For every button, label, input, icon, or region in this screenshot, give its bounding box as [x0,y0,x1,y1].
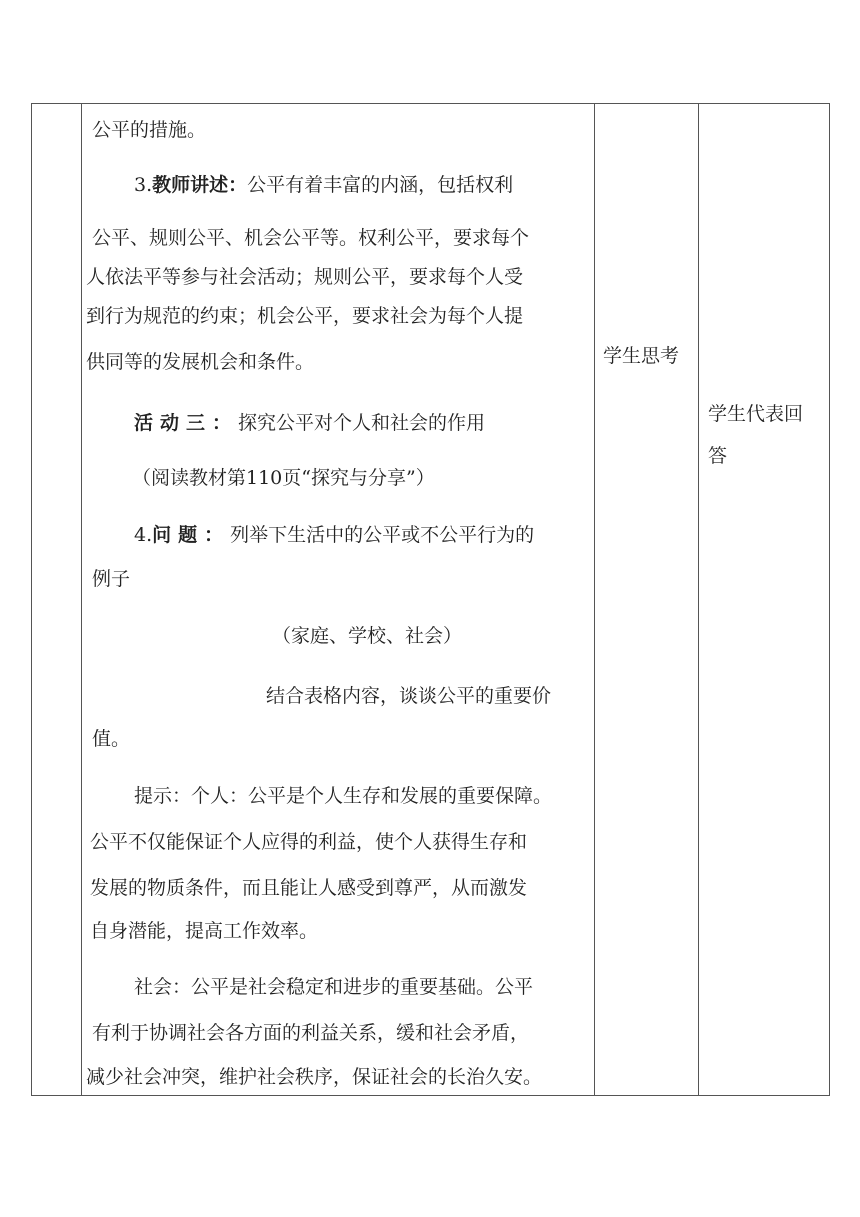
text-line: 提示：个人：公平是个人生存和发展的重要保障。 [134,785,553,807]
bold-heading: 活动三： [134,412,239,434]
text-line: 减少社会冲突，维护社会秩序，保证社会的长治久安。 [86,1066,543,1088]
text-line: 公平、规则公平、机会公平等。权利公平，要求每个 [92,227,530,249]
text-line-activity-three [134,411,485,435]
text-line: 公平的措施。 [92,119,207,141]
text-line: 人依法平等参与社会活动；规则公平，要求每个人受 [86,266,524,288]
text-run: 探究公平对个人和社会的作用 [238,412,486,434]
bold-heading: 教师讲述： [152,174,248,196]
column-divider-1 [81,104,82,1095]
text-line: 有利于协调社会各方面的利益关系，缓和社会矛盾， [92,1022,530,1044]
item-number: 3. [134,174,153,196]
column-divider-3 [698,104,699,1095]
text-line: 例子 [92,568,131,590]
text-line: （阅读教材第110页“探究与分享”） [132,467,435,489]
text-line: 自身潜能，提高工作效率。 [90,920,319,942]
item-number: 4. [134,524,153,546]
text-line: 值。 [92,728,131,750]
text-line: 到行为规范的约束；机会公平，要求社会为每个人提 [86,305,524,327]
response-line: 学生代表回 [708,403,804,425]
text-line: 公平不仅能保证个人应得的利益，使个人获得生存和 [90,831,528,853]
text-line: 发展的物质条件，而且能让人感受到尊严，从而激发 [90,877,528,899]
text-line: （家庭、学校、社会） [272,625,463,647]
student-activity-cell: 学生思考 [603,345,680,367]
column-divider-2 [594,104,595,1095]
text-line: 结合表格内容，谈谈公平的重要价 [266,685,552,707]
lesson-table [31,103,830,1096]
response-line: 答 [708,445,728,467]
text-line-teacher-narration [134,173,513,197]
bold-heading: 问题： [152,524,231,546]
text-run: 公平有着丰富的内涵，包括权利 [247,174,514,196]
text-run: 列举下生活中的公平或不公平行为的 [230,524,535,546]
text-line-question [134,523,534,547]
text-line: 供同等的发展机会和条件。 [86,351,315,373]
text-line: 社会：公平是社会稳定和进步的重要基础。公平 [134,976,534,998]
